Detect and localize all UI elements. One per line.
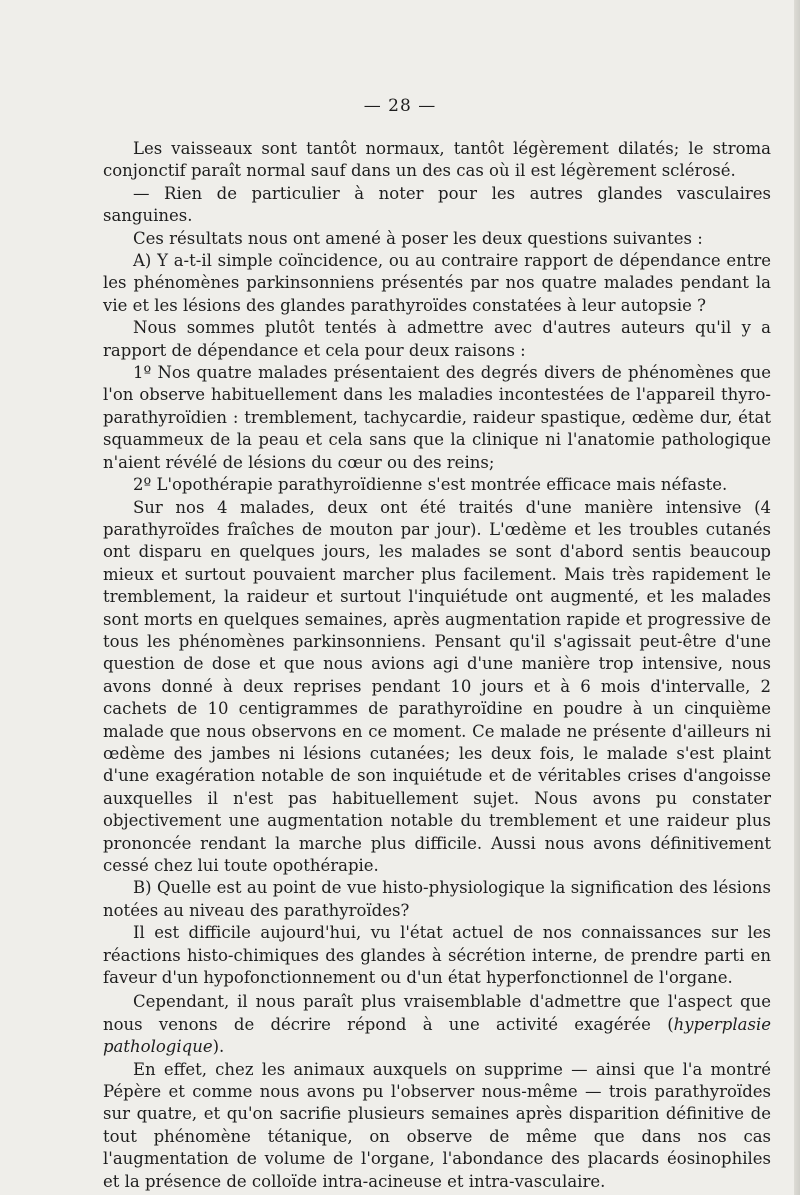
paragraph-dependence: Nous sommes plutôt tentés à admettre avec d'autres auteurs qu'il y a rapport de dépendance et cela pour deux raisons :: [103, 318, 771, 360]
paragraph-animal-experiments: En effet, chez les animaux auxquels on supprime — ainsi que l'a montré Pépère et comme nous avons pu l'observer nous-même — trois parathyroïdes sur quatre, et qu'on sacrifie plusieurs semaines après disparition définitive de tout phénomène tétanique, on observe de même que dans nos cas l'augmentation de volume de l'organe, l'abondance des placards éosinophiles et la présence de colloïde intra-acineuse et intra-vasculaire.: [103, 1059, 771, 1191]
hyperplasia-text-before: Cependant, il nous paraît plus vraisemblable d'admettre que l'aspect que nous venons de décrire répond à une activité exagérée (: [103, 992, 771, 1034]
paragraph-hyperplasia: [103, 991, 771, 1058]
paragraph-question-a: A) Y a-t-il simple coïncidence, ou au contraire rapport de dépendance entre les phénomènes parkinsonniens présentés par nos quatre malades pendant la vie et les lésions des glandes parathyroïdes constatées à leur autopsie ?: [103, 251, 771, 315]
page-edge-shadow: [794, 0, 800, 1195]
paragraph-questions-intro: Ces résultats nous ont amené à poser les deux questions suivantes :: [133, 228, 703, 248]
hyperplasia-text-after: ).: [212, 1037, 225, 1057]
paragraph-reason-1: 1º Nos quatre malades présentaient des degrés divers de phénomènes que l'on observe habituellement dans les maladies incontestées de l'appareil thyro-parathyroïdien : tremblement, tachycardie, raideur spastique, œdème dur, état squammeux de la peau et cela sans que la clinique ni l'anatomie pathologique n'aient révélé de lésions du cœur ou des reins;: [103, 363, 771, 472]
paragraph-question-b: B) Quelle est au point de vue histo-physiologique la signification des lésions notées au niveau des parathyroïdes?: [103, 878, 771, 920]
paragraph-vessels: Les vaisseaux sont tantôt normaux, tantôt légèrement dilatés; le stroma conjonctif paraît normal sauf dans un des cas où il est légèrement sclérosé.: [103, 139, 771, 181]
body-text: [103, 138, 771, 1193]
page-number: — 28 —: [363, 96, 437, 116]
paragraph-treatment: Sur nos 4 malades, deux ont été traités d'une manière intensive (4 parathyroïdes fraîches de mouton par jour). L'œdème et les troubles cutanés ont disparu en quelques jours, les malades se sont d'abord sentis beaucoup mieux et surtout pouvaient marcher plus facilement. Mais très rapidement le tremblement, la raideur et surtout l'inquiétude ont augmenté, et les malades sont morts en quelques semaines, après augmentation rapide et progressive de tous les phénomènes parkinsonniens. Pensant qu'il s'agissait peut-être d'une question de dose et que nous avions agi d'une manière trop intensive, nous avons donné à deux reprises pendant 10 jours et à 6 mois d'intervalle, 2 cachets de 10 centigrammes de parathyroïdine en poudre à un cinquième malade que nous observons en ce moment. Ce malade ne présente d'ailleurs ni œdème des jambes ni lésions cutanées; les deux fois, le malade s'est plaint d'une exagération notable de son inquiétude et de véritables crises d'angoisse auxquelles il n'est pas habituellement sujet. Nous avons pu constater objectivement une augmentation notable du tremblement et une raideur plus prononcée rendant la marche plus difficile. Aussi nous avons définitivement cessé chez lui toute opothérapie.: [103, 497, 771, 875]
paragraph-difficulty: Il est difficile aujourd'hui, vu l'état actuel de nos connaissances sur les réactions histo-chimiques des glandes à sécrétion interne, de prendre parti en faveur d'un hypofonctionnement ou d'un état hyperfonctionnel de l'organe.: [103, 923, 771, 988]
hyperplasia-italic-term: hyperplasie pathologique: [103, 1014, 771, 1057]
paragraph-other-glands: — Rien de particulier à noter pour les autres glandes vasculaires sanguines.: [103, 183, 771, 226]
paragraph-reason-2: 2º L'opothérapie parathyroïdienne s'est montrée efficace mais néfaste.: [133, 475, 728, 495]
